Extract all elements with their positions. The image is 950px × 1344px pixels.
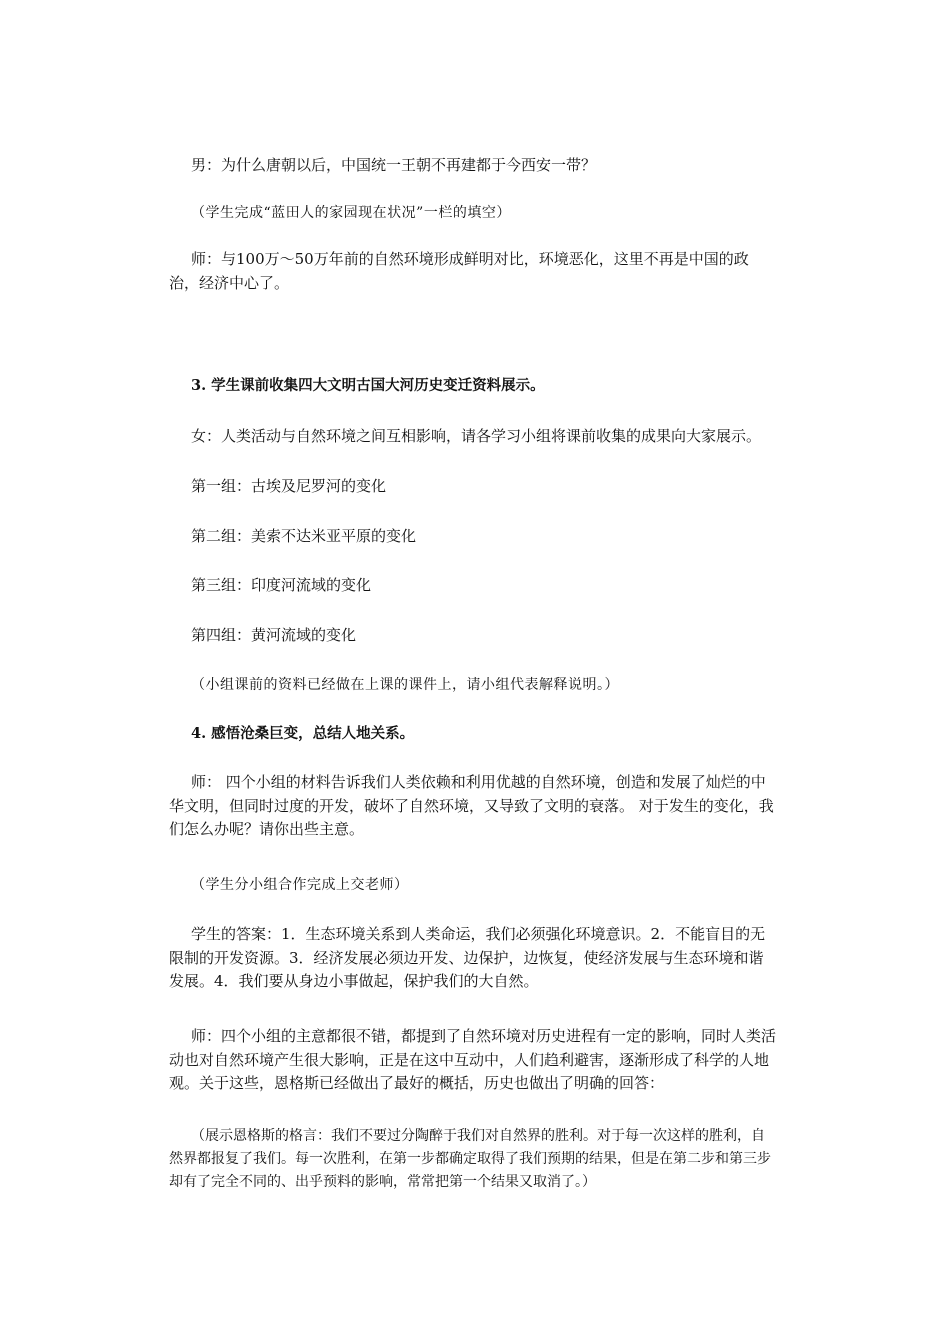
- paragraph-teacher-summary: 师：四个小组的主意都很不错，都提到了自然环境对历史进程有一定的影响，同时人类活动也对自然环境产生很大影响，正是在这中互动中，人们趋利避害，逐渐形成了科学的人地观。关于这些，恩格斯已经做出了最好的概括，历史也做出了明确的回答：: [169, 1027, 777, 1092]
- paragraph-teacher-environment: 师：与100万～50万年前的自然环境形成鲜明对比，环境恶化，这里不再是中国的政治，经济中心了。: [169, 250, 749, 292]
- paragraph-group-4: 第四组：黄河流域的变化: [191, 626, 357, 644]
- section-heading-4: 4. 感悟沧桑巨变，总结人地关系。: [191, 725, 415, 742]
- paragraph-student-answers: 学生的答案：1．生态环境关系到人类命运，我们必须强化环境意识。2．不能盲目的无限制的开发资源。3．经济发展必须边开发、边保护，边恢复，使经济发展与生态环境和谐发展。4．我们要从身边小事做起，保护我们的大自然。: [169, 925, 766, 990]
- paragraph-group-1: 第一组：古埃及尼罗河的变化: [191, 477, 387, 495]
- paragraph-student-fill-blank: （学生完成“蓝田人的家园现在状况”一栏的填空）: [191, 205, 511, 221]
- paragraph-female-intro: 女：人类活动与自然环境之间互相影响，请各学习小组将课前收集的成果向大家展示。: [191, 427, 762, 445]
- paragraph-group-2: 第二组：美索不达米亚平原的变化: [191, 527, 417, 545]
- paragraph-question-tang: 男：为什么唐朝以后，中国统一王朝不再建都于今西安一带？: [191, 156, 597, 174]
- section-heading-3: 3. 学生课前收集四大文明古国大河历史变迁资料展示。: [191, 377, 545, 394]
- paragraph-teacher-materials: 师： 四个小组的材料告诉我们人类依赖和利用优越的自然环境，创造和发展了灿烂的中华文明，但同时过度的开发，破坏了自然环境，又导致了文明的衰落。 对于发生的变化，我们怎么办呢？请你出些主意。: [169, 773, 774, 838]
- paragraph-group-3: 第三组：印度河流域的变化: [191, 576, 372, 594]
- paragraph-group-note: （小组课前的资料已经做在上课的课件上，请小组代表解释说明。）: [191, 677, 619, 693]
- paragraph-student-group-work: （学生分小组合作完成上交老师）: [191, 877, 409, 893]
- paragraph-engels-quote: （展示恩格斯的格言：我们不要过分陶醉于我们对自然界的胜利。对于每一次这样的胜利，自然界都报复了我们。每一次胜利，在第一步都确定取得了我们预期的结果，但是在第二步和第三步却有了完全不同的、出乎预料的影响，常常把第一个结果又取消了。）: [169, 1128, 771, 1190]
